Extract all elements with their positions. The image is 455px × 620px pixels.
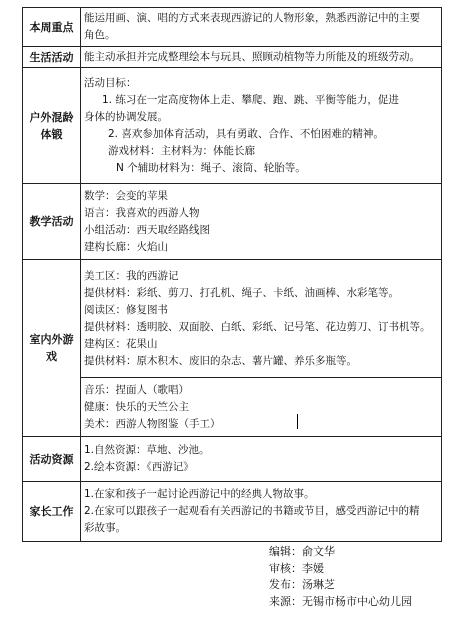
label-outdoor: 户外混龄体锻 [23,68,81,184]
cell-resources [81,437,442,482]
credit-reviewer: 审核：李媛 [269,561,324,575]
outdoor-material-main: 游戏材料：主材料为：体能长廊 [108,144,255,157]
table-row-outdoor [23,68,442,184]
table-row-parents [23,482,442,542]
table-row-resources [23,437,442,482]
cell-teaching [81,184,442,260]
weekly-plan-table [22,7,442,542]
label-parents: 家长工作 [23,482,81,542]
parent-task-2-line-2: 彩故事。 [84,522,126,534]
area-reading-title: 阅读区：修复图书 [84,303,168,316]
area-reading-materials: 提供材料：透明胶、双面胶、白纸、彩纸、记号笔、花边剪刀、订书机等。 [84,320,431,333]
weekly-focus-line-2: 角色。 [84,29,116,41]
cell-weekly-focus [81,8,442,47]
cell-indoor-outdoor-areas [81,260,442,378]
table-row-life-activity [23,47,442,68]
teaching-item-language: 语言：我喜欢的西游人物 [84,206,200,219]
teaching-item-construction: 建构长廊：火焰山 [84,240,168,253]
credit-source: 来源：无锡市杨市中心幼儿园 [269,594,412,608]
teaching-item-math: 数学：会变的苹果 [84,189,168,202]
parent-task-2-line-1: 2.在家可以跟孩子一起观看有关西游记的书籍或节目，感受西游记中的精 [84,505,420,517]
area-art-materials: 提供材料：彩纸、剪刀、打孔机、绳子、卡纸、油画棒、水彩笔等。 [84,286,399,299]
cell-indoor-outdoor-extras [81,378,442,437]
outdoor-goal-1-line-2: 身体的协调发展。 [84,110,168,123]
outdoor-goal-1-line-1: 1. 练习在一定高度物体上走、攀爬、跑、跳、平衡等能力，促进 [102,93,399,106]
table-row-indoor-outdoor-extras [23,378,442,437]
credit-publisher: 发布：汤琳芝 [269,578,335,591]
area-art-title: 美工区：我的西游记 [84,269,179,282]
weekly-focus-line-1: 能运用画、演、唱的方式来表现西游记的人物形象，熟悉西游记中的主要 [84,12,420,24]
teaching-item-group: 小组活动：西天取经路线图 [84,223,210,236]
cell-parents [81,482,442,542]
credit-editor: 编辑：俞文华 [269,545,335,558]
parent-task-1: 1.在家和孩子一起讨论西游记中的经典人物故事。 [84,488,315,500]
cell-life-activity [81,47,442,68]
outdoor-material-aux: N 个辅助材料为：绳子、滚筒、轮胎等。 [116,161,306,174]
table-row-indoor-outdoor-areas [23,260,442,378]
label-indoor-outdoor: 室内外游戏 [23,260,81,437]
resource-nature: 1.自然资源：草地、沙池。 [84,444,210,456]
resource-picture-book: 2.绘本资源：《西游记》 [84,461,194,473]
area-construction-title: 建构区：花果山 [84,337,158,350]
label-teaching: 教学活动 [23,184,81,260]
table-row-teaching [23,184,442,260]
outdoor-goal-title: 活动目标： [84,76,137,89]
extra-health: 健康：快乐的天竺公主 [84,400,189,413]
label-life-activity: 生活活动 [23,47,81,68]
credits-block [269,544,412,610]
label-resources: 活动资源 [23,437,81,482]
extra-art: 美术：西游人物图鉴（手工） [84,417,221,430]
area-construction-materials: 提供材料：原木积木、废旧的杂志、薯片罐、养乐多瓶等。 [84,354,357,367]
label-weekly-focus: 本周重点 [23,8,81,47]
outdoor-goal-2: 2. 喜欢参加体育活动，具有勇敢、合作、不怕困难的精神。 [108,127,384,140]
table-row-weekly-focus [23,8,442,47]
cell-outdoor [81,68,442,184]
text-cursor [297,414,298,429]
extra-music: 音乐：捏面人（歌唱） [84,383,189,396]
life-activity-text: 能主动承担并完成整理绘本与玩具、照顾动植物等力所能及的班级劳动。 [84,50,420,63]
